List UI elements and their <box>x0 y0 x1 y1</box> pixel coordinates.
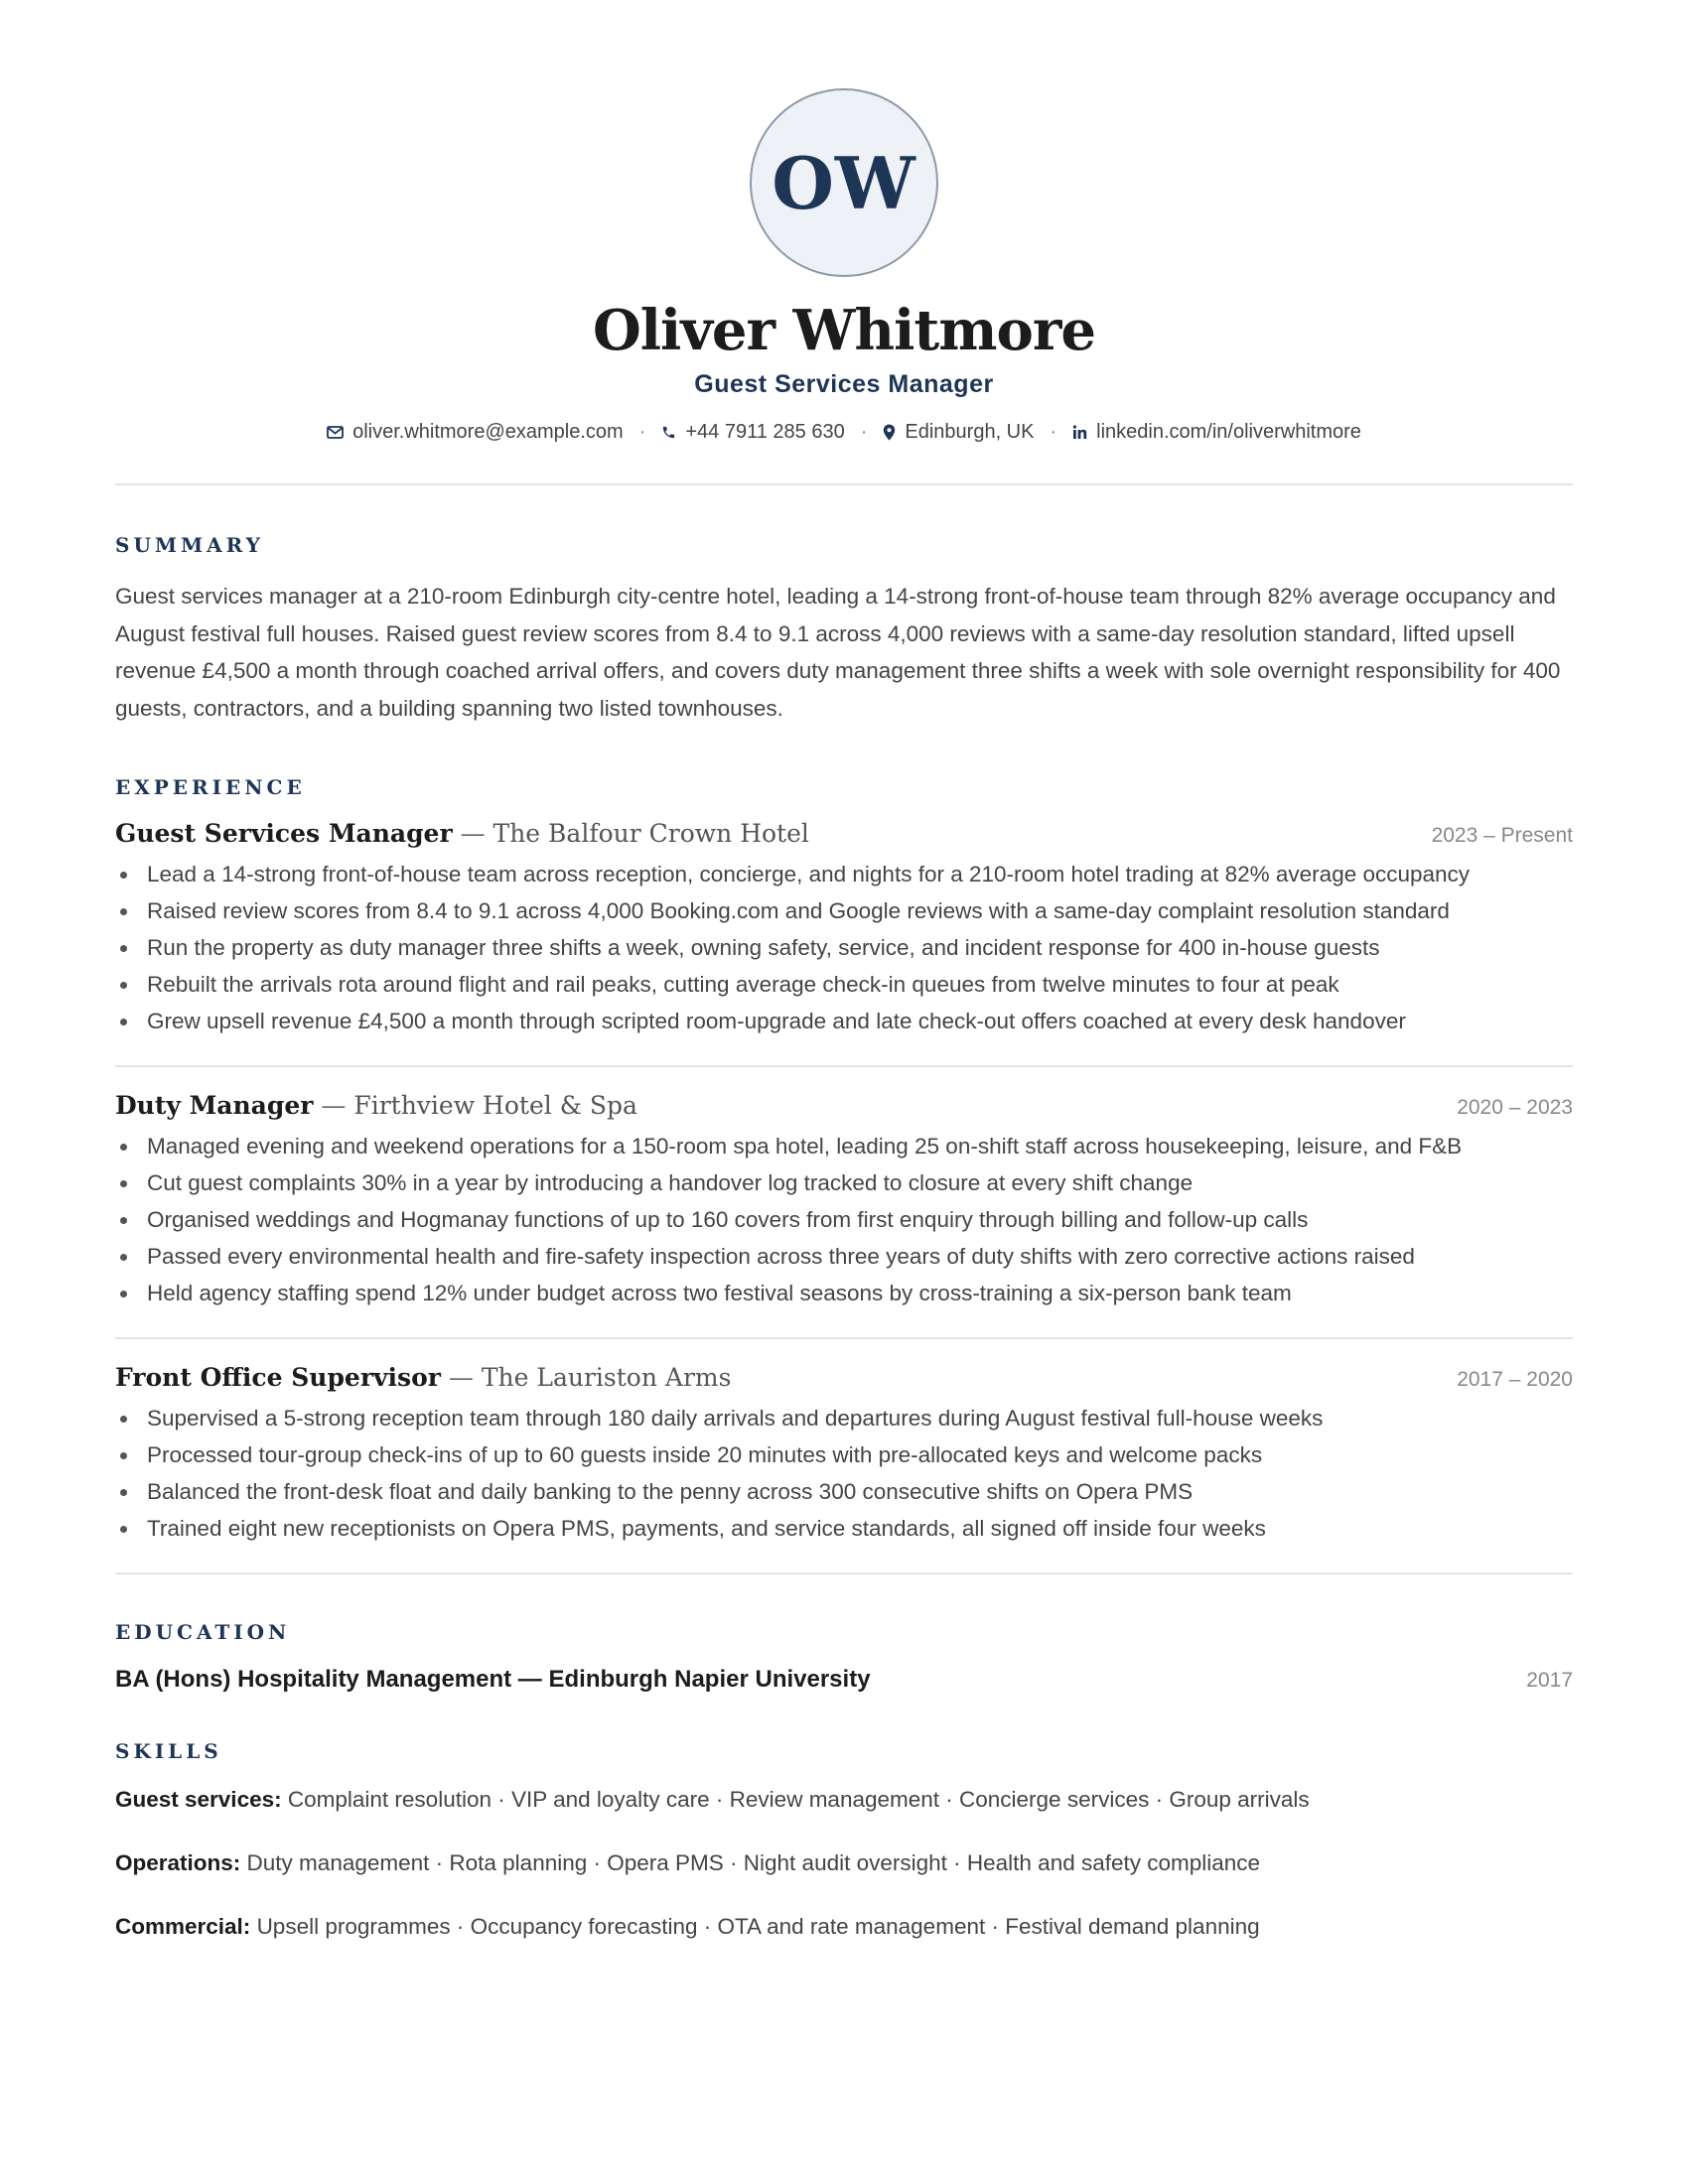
skill-category: Guest services: <box>115 1787 282 1812</box>
job-bullet: Managed evening and weekend operations for a 150-room spa hotel, leading 25 on-shift staff across housekeeping, leisure, and F&B <box>115 1128 1573 1164</box>
header-divider <box>115 483 1573 485</box>
location-text: Edinburgh, UK <box>905 421 1035 443</box>
job-bullet: Trained eight new receptionists on Opera PMS, payments, and service standards, all signed off inside four weeks <box>115 1510 1573 1547</box>
job-bullets <box>115 1400 1573 1547</box>
summary-text: Guest services manager at a 210-room Edinburgh city-centre hotel, leading a 14-strong front-of-house team through 82% average occupancy and August festival full houses. Raised guest review scores from 8.4 to 9.1 across 4,000 reviews with a same-day resolution standard, lifted upsell revenue £4,500 a month through coached arrival offers, and covers duty management three shifts a week with sole overnight responsibility for 400 guests, contractors, and a building spanning two listed townhouses. <box>115 584 1561 721</box>
experience-section <box>115 775 1573 1574</box>
email-text: oliver.whitmore@example.com <box>352 421 624 443</box>
job-bullets <box>115 1128 1573 1311</box>
job-bullets <box>115 856 1573 1039</box>
job-bullet: Organised weddings and Hogmanay functions of up to 160 covers from first enquiry through billing and follow-up calls <box>115 1201 1573 1238</box>
job-role: Duty Manager <box>115 1091 314 1120</box>
job-bullet: Held agency staffing spend 12% under budget across two festival seasons by cross-training a six-person bank team <box>115 1275 1573 1311</box>
contact-linkedin[interactable] <box>1072 421 1361 444</box>
contact-phone[interactable] <box>661 421 844 444</box>
linkedin-text: linkedin.com/in/oliverwhitmore <box>1096 421 1361 443</box>
skill-items: Duty management · Rota planning · Opera PMS · Night audit oversight · Health and safety compliance <box>246 1850 1261 1875</box>
map-pin-icon <box>883 424 896 441</box>
candidate-name: Oliver Whitmore <box>593 298 1095 363</box>
job-bullet: Lead a 14-strong front-of-house team across reception, concierge, and nights for a 210-room hotel trading at 82% average occupancy <box>115 856 1573 892</box>
skill-group <box>115 1785 1573 1815</box>
job-separator: — <box>448 1363 474 1392</box>
skills-heading: SKILLS <box>115 1739 222 1763</box>
job-bullet: Supervised a 5-strong reception team through 180 daily arrivals and departures during August festival full-house weeks <box>115 1400 1573 1436</box>
job-bullet: Grew upsell revenue £4,500 a month through scripted room-upgrade and late check-out offers coached at every desk handover <box>115 1003 1573 1039</box>
skill-items: Complaint resolution · VIP and loyalty care · Review management · Concierge services · Group arrivals <box>287 1787 1310 1812</box>
phone-text: +44 7911 285 630 <box>685 421 845 443</box>
experience-heading: EXPERIENCE <box>115 775 306 799</box>
contact-separator: · <box>860 421 868 443</box>
skill-category: Operations: <box>115 1850 241 1875</box>
job-dates: 2017 – 2020 <box>1457 1368 1573 1391</box>
job-separator: — <box>321 1091 347 1120</box>
job-divider <box>115 1337 1573 1339</box>
job-bullet: Balanced the front-desk float and daily banking to the penny across 300 consecutive shifts on Opera PMS <box>115 1473 1573 1510</box>
skill-group <box>115 1848 1573 1878</box>
job-title-line <box>115 819 809 848</box>
skill-group <box>115 1912 1573 1942</box>
skill-category: Commercial: <box>115 1914 251 1939</box>
job-bullet: Run the property as duty manager three shifts a week, owning safety, service, and incident response for 400 in-house guests <box>115 929 1573 966</box>
skills-section <box>115 1739 1573 1942</box>
job-dates: 2020 – 2023 <box>1457 1096 1573 1119</box>
contact-location <box>883 421 1034 444</box>
job-bullet: Passed every environmental health and fire-safety inspection across three years of duty shifts with zero corrective actions raised <box>115 1238 1573 1275</box>
job-entry <box>115 1091 1573 1311</box>
education-heading: EDUCATION <box>115 1620 291 1644</box>
contact-bar <box>115 421 1573 444</box>
job-bullet: Cut guest complaints 30% in a year by introducing a handover log tracked to closure at every shift change <box>115 1164 1573 1201</box>
phone-icon <box>661 425 676 440</box>
job-divider <box>115 1065 1573 1067</box>
summary-heading: SUMMARY <box>115 533 264 557</box>
job-header <box>115 1363 1573 1392</box>
job-bullet: Rebuilt the arrivals rota around flight and rail peaks, cutting average check-in queues from twelve minutes to four at peak <box>115 966 1573 1003</box>
job-bullet: Processed tour-group check-ins of up to 60 guests inside 20 minutes with pre-allocated keys and welcome packs <box>115 1436 1573 1473</box>
education-entry <box>115 1666 1573 1694</box>
monogram-avatar: OW <box>750 88 938 277</box>
job-company: Firthview Hotel & Spa <box>353 1091 637 1120</box>
job-entry <box>115 819 1573 1039</box>
job-title-line <box>115 1363 731 1392</box>
linkedin-icon <box>1072 425 1087 440</box>
job-role: Guest Services Manager <box>115 819 453 848</box>
education-year: 2017 <box>1526 1669 1573 1692</box>
job-separator: — <box>460 819 486 848</box>
contact-separator: · <box>638 421 646 443</box>
job-title-line <box>115 1091 637 1120</box>
job-header <box>115 819 1573 848</box>
skill-items: Upsell programmes · Occupancy forecasting · OTA and rate management · Festival demand planning <box>256 1914 1260 1939</box>
resume-page <box>115 0 1573 1942</box>
resume-header <box>115 88 1573 444</box>
job-dates: 2023 – Present <box>1431 824 1573 847</box>
contact-separator: · <box>1050 421 1057 443</box>
job-header <box>115 1091 1573 1120</box>
summary-section <box>115 533 1573 727</box>
section-divider <box>115 1572 1573 1574</box>
job-role: Front Office Supervisor <box>115 1363 441 1392</box>
mail-icon <box>327 426 344 439</box>
education-degree: BA (Hons) Hospitality Management — Edinburgh Napier University <box>115 1666 871 1693</box>
job-company: The Balfour Crown Hotel <box>492 819 809 848</box>
job-bullet: Raised review scores from 8.4 to 9.1 across 4,000 Booking.com and Google reviews with a same-day complaint resolution standard <box>115 892 1573 929</box>
job-company: The Lauriston Arms <box>481 1363 732 1392</box>
candidate-title: Guest Services Manager <box>694 370 994 398</box>
job-entry <box>115 1363 1573 1547</box>
education-section <box>115 1620 1573 1694</box>
contact-email[interactable] <box>327 421 624 444</box>
